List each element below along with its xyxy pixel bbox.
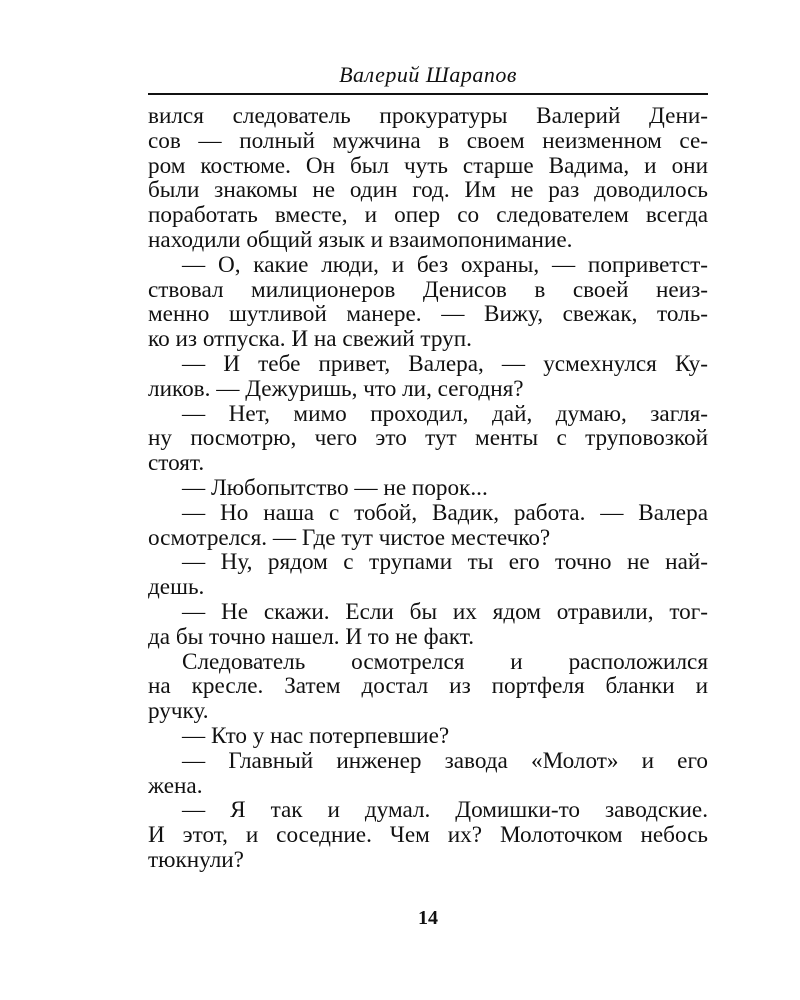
- text-line: менно шутливой манере. — Вижу, свежак, толь-: [148, 302, 708, 328]
- text-line: поработать вместе, и опер со следователем всегда: [148, 203, 708, 228]
- text-line: — Я так и думал. Домишки-то заводские.: [182, 798, 708, 824]
- text-line: дешь.: [148, 575, 205, 600]
- text-line: — И тебе привет, Валера, — усмехнулся Ку-: [182, 351, 708, 377]
- text-line: ствовал милиционеров Денисов в своей неиз-: [148, 277, 708, 303]
- text-line: ну посмотрю, чего это тут менты с труповозкой: [148, 426, 708, 452]
- text-line: — Нет, мимо проходил, дай, думаю, загля-: [182, 401, 708, 427]
- header-rule: [148, 93, 708, 95]
- text-line: были знакомы не один год. Им не раз доводилось: [148, 178, 708, 204]
- text-line: — Любопытство — не порок...: [182, 475, 488, 501]
- text-line: — О, какие люди, и без охраны, — поприветст-: [182, 252, 708, 278]
- text-line: ром костюме. Он был чуть старше Вадима, и они: [148, 153, 708, 179]
- text-line: на кресле. Затем достал из портфеля бланки и: [148, 674, 708, 700]
- text-line: — Но наша с тобой, Вадик, работа. — Валера: [182, 500, 708, 526]
- text-line: сов — полный мужчина в своем неизменном се-: [148, 128, 708, 154]
- text-line: — Кто у нас потерпевшие?: [182, 723, 450, 749]
- text-line: жена.: [148, 773, 203, 799]
- text-line: ручку.: [148, 699, 209, 724]
- page-body: [148, 104, 708, 873]
- running-header: Валерий Шарапов: [339, 62, 517, 87]
- text-line: стоят.: [148, 451, 205, 476]
- text-line: осмотрелся. — Где тут чистое местечко?: [148, 525, 551, 551]
- text-line: ликов. — Дежуришь, что ли, сегодня?: [148, 376, 524, 402]
- text-line: — Главный инженер завода «Молот» и его: [182, 748, 708, 774]
- text-line: вился следователь прокуратуры Валерий Дени-: [148, 104, 708, 129]
- text-line: И этот, и соседние. Чем их? Молоточком небось: [148, 823, 708, 848]
- text-line: Следователь осмотрелся и расположился: [182, 649, 708, 675]
- text-line: — Не скажи. Если бы их ядом отравили, тог-: [182, 599, 708, 625]
- text-line: да бы точно нашел. И то не факт.: [148, 624, 475, 650]
- text-line: — Ну, рядом с трупами ты его точно не най-: [182, 550, 708, 576]
- page-number: 14: [418, 907, 438, 929]
- text-line: ко из отпуска. И на свежий труп.: [148, 327, 472, 352]
- text-line: тюкнули?: [148, 847, 244, 873]
- text-line: находили общий язык и взаимопонимание.: [148, 227, 573, 253]
